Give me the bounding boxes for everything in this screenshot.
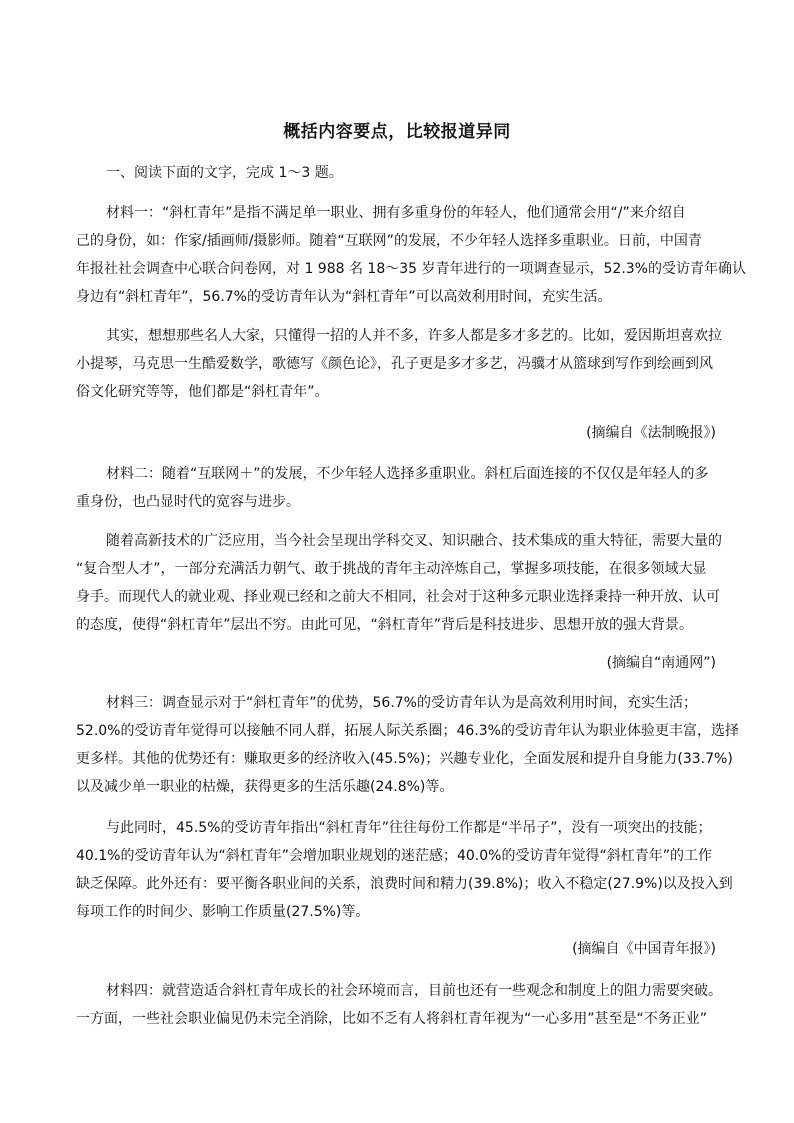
text-line: 年报社社会调查中心联合问卷网，对 1 988 名 18～35 岁青年进行的一项调查显示，52.3%的受访青年确认 [76, 261, 746, 277]
text-line: 每项工作的时间少、影响工作质量(27.5%)等。 [76, 904, 370, 920]
question-instruction [106, 159, 750, 187]
material-2-paragraph-1 [76, 460, 720, 516]
text-line: 小提琴，马克思一生酷爱数学，歌德写《颜色论》，孔子更是多才多艺，冯骥才从篮球到写作到绘画到风 [76, 356, 713, 372]
text-line: “复合型人才”，一部分充满活力朝气、敢于挑战的青年主动淬炼自己，掌握多项技能，在很多领域大显 [76, 561, 707, 577]
source-citation: (摘编自《中国青年报》) [572, 941, 716, 957]
text-line: 40.1%的受访青年认为“斜杠青年”会增加职业规划的迷茫感；40.0%的受访青年觉得“斜杠青年”的工作 [76, 848, 712, 864]
text-line: 俗文化研究等等，他们都是“斜杠青年”。 [76, 384, 329, 400]
material-2-paragraph-2 [76, 527, 720, 639]
text-line: 缺乏保障。此外还有：要平衡各职业间的关系，浪费时间和精力(39.8%)；收入不稳定(27.9%)以及投入到 [76, 876, 733, 892]
text-line: 其实，想想那些名人大家，只懂得一招的人并不多，许多人都是多才多艺的。比如，爱因斯坦喜欢拉 [106, 328, 722, 344]
source-citation: (摘编自《法制晚报》) [586, 425, 716, 441]
text-line: 身手。而现代人的就业观、择业观已经和之前大不相同，社会对于这种多元职业选择秉持一种开放、认可 [76, 589, 720, 605]
text-line: 以及减少单一职业的枯燥，获得更多的生活乐趣(24.8%)等。 [76, 779, 454, 795]
text-line: 更多样。其他的优势还有：赚取更多的经济收入(45.5%)；兴趣专业化，全面发展和提升自身能力(33.7%) [76, 751, 733, 767]
text-line: 52.0%的受访青年觉得可以接触不同人群，拓展人际关系圈；46.3%的受访青年认为职业体验更丰富，选择 [76, 723, 739, 739]
text-line: 材料一：“斜杠青年”是指不满足单一职业、拥有多重身份的年轻人，他们通常会用“/”来介绍自 [106, 205, 686, 221]
instruction-line: 一、阅读下面的文字，完成 1～3 题。 [106, 165, 343, 181]
text-line: 的态度，使得“斜杠青年”层出不穷。由此可见，“斜杠青年”背后是科技进步、思想开放的强大背景。 [76, 617, 694, 633]
text-line: 材料二：随着“互联网＋”的发展，不少年轻人选择多重职业。斜杠后面连接的不仅仅是年轻人的多 [106, 466, 709, 482]
text-line: 随着高新技术的广泛应用，当今社会呈现出学科交叉、知识融合、技术集成的重大特征，需要大量的 [106, 533, 722, 549]
text-line: 材料四：就营造适合斜杠青年成长的社会环境而言，目前也还有一些观念和制度上的阻力需要突破。 [106, 983, 722, 999]
page-title: 概括内容要点，比较报道异同 [283, 122, 511, 142]
material-3-paragraph-1 [76, 689, 739, 801]
material-3-paragraph-2 [76, 814, 733, 926]
source-citation: (摘编自“南通网”) [606, 655, 716, 671]
text-line: 己的身份，如：作家/插画师/摄影师。随着“互联网”的发展，不少年轻人选择多重职业。日前，中国青 [76, 233, 702, 249]
text-line: 身边有“斜杠青年”，56.7%的受访青年认为“斜杠青年”可以高效利用时间，充实生活。 [76, 289, 612, 305]
material-4-paragraph-1 [76, 977, 720, 1033]
text-line: 材料三：调查显示对于“斜杠青年”的优势，56.7%的受访青年认为是高效利用时间，充实生活； [106, 695, 697, 711]
text-line: 与此同时，45.5%的受访青年指出“斜杠青年”往往每份工作都是“半吊子”，没有一项突出的技能； [106, 820, 712, 836]
text-line: 重身份，也凸显时代的宽容与进步。 [76, 494, 300, 510]
material-1-paragraph-1 [76, 199, 746, 311]
material-1-paragraph-2 [76, 322, 720, 406]
text-line: 一方面，一些社会职业偏见仍未完全消除，比如不乏有人将斜杠青年视为“一心多用”甚至是“不务正业” [76, 1011, 708, 1027]
